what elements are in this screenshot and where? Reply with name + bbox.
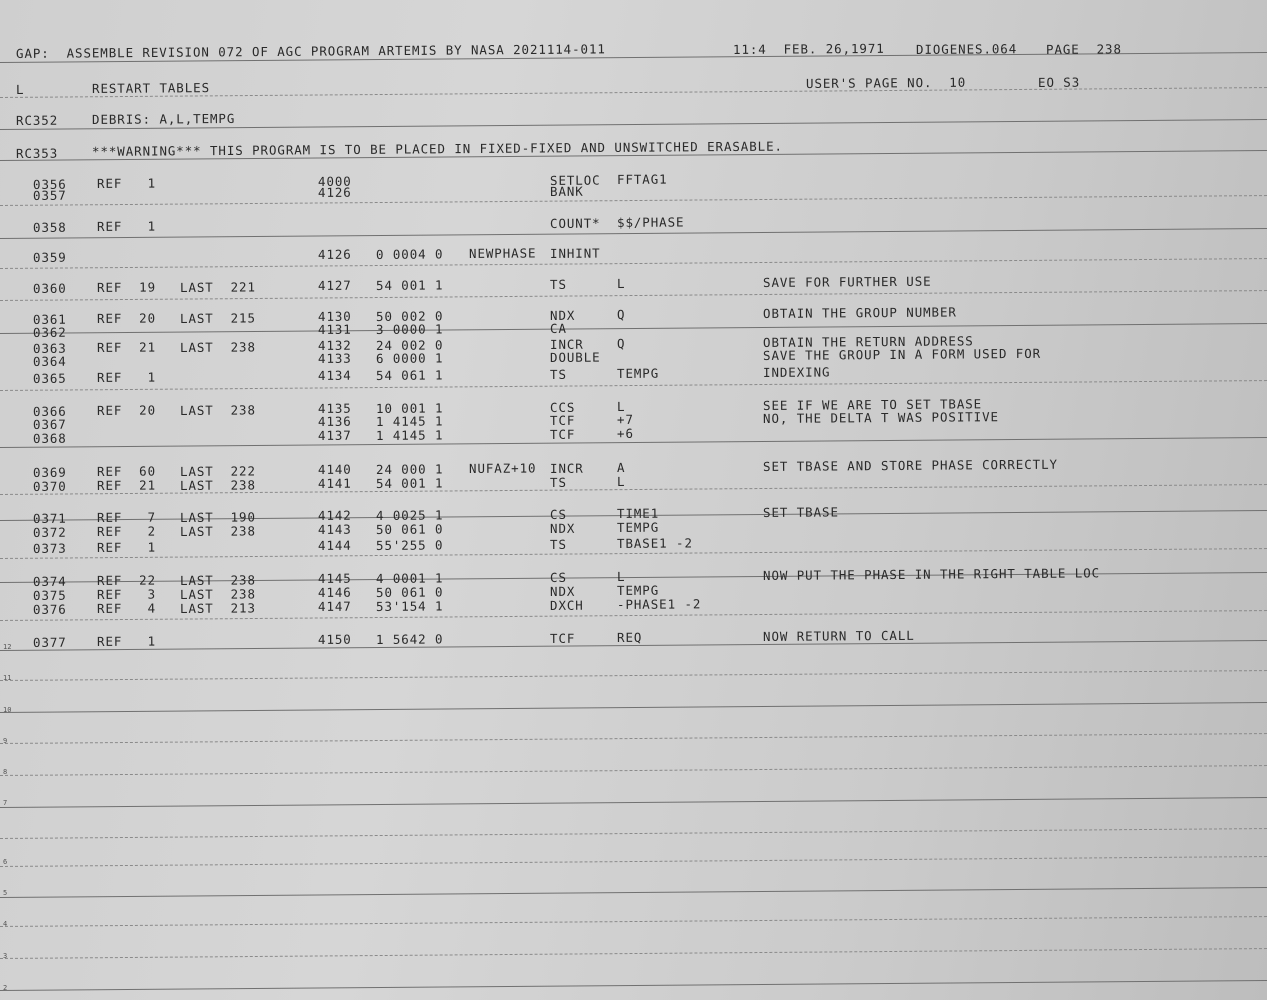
listing-ref: REF 1 <box>96 175 157 191</box>
rule-line <box>0 733 1267 744</box>
listing-no: 0362 <box>32 324 67 340</box>
listing-word: 50 061 0 <box>375 584 444 600</box>
listing-loc: 4130 <box>317 308 352 324</box>
listing-operand: L <box>616 568 626 584</box>
listing-comment: SEE IF WE ARE TO SET TBASE <box>762 396 983 413</box>
listing-operand: TBASE1 -2 <box>616 535 693 551</box>
rule-line <box>0 828 1267 839</box>
listing-operand: L <box>616 473 626 489</box>
rule-line <box>0 887 1267 898</box>
listing-loc: 4127 <box>317 277 352 293</box>
listing-ref: REF 2 <box>96 523 157 539</box>
rule-line <box>0 380 1267 391</box>
listing-comment: SET TBASE AND STORE PHASE CORRECTLY <box>762 456 1058 474</box>
listing-comment: NOW PUT THE PHASE IN THE RIGHT TABLE LOC <box>762 565 1101 583</box>
listing-word: 24 002 0 <box>375 337 444 353</box>
listing-op: DOUBLE <box>549 349 601 365</box>
listing-operand: +7 <box>616 411 634 427</box>
listing-last: LAST 222 <box>179 463 256 479</box>
listing-no: 0374 <box>32 573 67 589</box>
listing-loc: 4143 <box>317 521 352 537</box>
listing-op: BANK <box>549 183 584 199</box>
listing-word: 54 001 1 <box>375 277 444 293</box>
listing-op: CS <box>549 506 567 522</box>
listing-word: 54 061 1 <box>375 367 444 383</box>
listing-no: 0358 <box>32 219 67 235</box>
remark-ref: RC352 <box>15 112 59 128</box>
listing-op: TS <box>549 536 567 552</box>
listing-op: TS <box>549 276 567 292</box>
listing-last: LAST 215 <box>179 310 256 326</box>
listing-operand: Q <box>616 335 626 351</box>
listing-no: 0357 <box>32 187 67 203</box>
listing-no: 0365 <box>32 370 67 386</box>
listing-op: COUNT* <box>549 215 601 231</box>
listing-word: 50 061 0 <box>375 521 444 537</box>
listing-comment: INDEXING <box>762 364 831 380</box>
listing-ref: REF 1 <box>96 539 157 555</box>
eo-label: EO S3 <box>1037 74 1081 90</box>
listing-no: 0377 <box>32 634 67 650</box>
listing-no: 0372 <box>32 524 67 540</box>
listing-loc: 4141 <box>317 475 352 491</box>
listing-ref: REF 3 <box>96 586 157 602</box>
header-page-number: PAGE 238 <box>1045 41 1122 57</box>
listing-no: 0360 <box>32 280 67 296</box>
listing-op: SETLOC <box>549 172 601 188</box>
header-line: GAP: ASSEMBLE REVISION 072 OF AGC PROGRAM ARTEMIS BY NASA 2021114-011 <box>15 41 606 61</box>
listing-loc: 4136 <box>317 413 352 429</box>
listing-loc: 4147 <box>317 598 352 614</box>
listing-comment: OBTAIN THE RETURN ADDRESS <box>762 333 974 350</box>
margin-number: 10 <box>3 706 12 714</box>
listing-ref: REF 1 <box>96 369 157 385</box>
listing-op: INCR <box>549 336 584 352</box>
rule-line <box>0 702 1267 713</box>
listing-comment: OBTAIN THE GROUP NUMBER <box>762 304 957 321</box>
margin-number: 12 <box>3 643 12 651</box>
listing-no: 0364 <box>32 353 67 369</box>
listing-no: 0376 <box>32 601 67 617</box>
listing-ref: REF 21 <box>96 339 157 355</box>
listing-loc: 4145 <box>317 570 352 586</box>
rule-line <box>0 258 1267 269</box>
listing-label: NUFAZ+10 <box>468 460 537 476</box>
listing-operand: TEMPG <box>616 519 660 535</box>
listing-comment: NO, THE DELTA T WAS POSITIVE <box>762 409 999 426</box>
margin-number: 9 <box>3 737 8 745</box>
listing-ref: REF 7 <box>96 509 157 525</box>
listing-op: TS <box>549 474 567 490</box>
listing-no: 0375 <box>32 587 67 603</box>
listing-operand: TEMPG <box>616 365 660 381</box>
listing-op: TCF <box>549 426 576 442</box>
rule-line <box>0 797 1267 808</box>
listing-word: 54 001 1 <box>375 475 444 491</box>
listing-loc: 4137 <box>317 427 352 443</box>
listing-loc: 4126 <box>317 246 352 262</box>
listing-comment: NOW RETURN TO CALL <box>762 627 915 644</box>
listing-op: TS <box>549 366 567 382</box>
listing-ref: REF 1 <box>96 633 157 649</box>
listing-loc: 4132 <box>317 337 352 353</box>
listing-no: 0367 <box>32 416 67 432</box>
listing-operand: -PHASE1 -2 <box>616 596 702 612</box>
margin-number: 11 <box>3 674 12 682</box>
margin-number: 4 <box>3 920 8 928</box>
listing-ref: REF 1 <box>96 218 157 234</box>
listing-operand: L <box>616 398 626 414</box>
listing-operand: Q <box>616 306 626 322</box>
listing-op: NDX <box>549 520 576 536</box>
listing-ref: REF 21 <box>96 477 157 493</box>
listing-label: NEWPHASE <box>468 245 537 261</box>
listing-no: 0370 <box>32 478 67 494</box>
margin-number: 5 <box>3 889 8 897</box>
listing-no: 0371 <box>32 510 67 526</box>
listing-operand: FFTAG1 <box>616 171 668 187</box>
listing-word: 1 5642 0 <box>375 631 444 647</box>
rule-line <box>0 195 1267 206</box>
listing-comment: SAVE FOR FURTHER USE <box>762 273 932 290</box>
listing-last: LAST 221 <box>179 279 256 295</box>
listing-ref: REF 20 <box>96 402 157 418</box>
listing-word: 0 0004 0 <box>375 246 444 262</box>
margin-number: 3 <box>3 952 8 960</box>
listing-op: CCS <box>549 399 576 415</box>
margin-number: 7 <box>3 799 8 807</box>
listing-operand: L <box>616 275 626 291</box>
listing-comment: SAVE THE GROUP IN A FORM USED FOR <box>762 345 1042 363</box>
listing-op: INCR <box>549 460 584 476</box>
listing-no: 0363 <box>32 340 67 356</box>
rule-line <box>0 856 1267 867</box>
listing-operand: REQ <box>616 629 643 645</box>
listing-loc: 4140 <box>317 461 352 477</box>
margin-number: 6 <box>3 858 8 866</box>
listing-word: 50 002 0 <box>375 308 444 324</box>
listing-word: 53'154 1 <box>375 598 444 614</box>
listing-last: LAST 238 <box>179 523 256 539</box>
listing-no: 0368 <box>32 430 67 446</box>
listing-op: TCF <box>549 412 576 428</box>
rule-line <box>0 916 1267 927</box>
rule-line <box>0 670 1267 681</box>
listing-op: INHINT <box>549 245 601 261</box>
listing-loc: 4144 <box>317 537 352 553</box>
rule-line <box>0 980 1267 991</box>
margin-number: 8 <box>3 768 8 776</box>
rule-line <box>0 948 1267 959</box>
listing-word: 1 4145 1 <box>375 427 444 443</box>
listing-word: 6 0000 1 <box>375 350 444 366</box>
header-time-date: 11:4 FEB. 26,1971 <box>732 40 885 57</box>
listing-op: CA <box>549 320 567 336</box>
listing-last: LAST 238 <box>179 477 256 493</box>
listing-loc: 4133 <box>317 350 352 366</box>
listing-word: 55'255 0 <box>375 537 444 553</box>
listing-op: DXCH <box>549 597 584 613</box>
users-page-number: USER'S PAGE NO. 10 <box>805 74 967 91</box>
listing-loc: 4134 <box>317 367 352 383</box>
listing-op: NDX <box>549 583 576 599</box>
listing-ref: REF 20 <box>96 310 157 326</box>
listing-loc: 4000 <box>317 173 352 189</box>
section-code: L <box>15 81 25 97</box>
listing-operand: A <box>616 459 626 475</box>
listing-no: 0369 <box>32 464 67 480</box>
listing-last: LAST 238 <box>179 402 256 418</box>
remark-text: DEBRIS: A,L,TEMPG <box>91 110 236 127</box>
listing-word: 4 0001 1 <box>375 570 444 586</box>
listing-op: NDX <box>549 307 576 323</box>
listing-no: 0373 <box>32 540 67 556</box>
listing-no: 0359 <box>32 249 67 265</box>
listing-ref: REF 22 <box>96 572 157 588</box>
listing-loc: 4150 <box>317 631 352 647</box>
listing-comment: SET TBASE <box>762 504 839 520</box>
listing-last: LAST 238 <box>179 586 256 602</box>
listing-loc: 4126 <box>317 184 352 200</box>
listing-no: 0366 <box>32 403 67 419</box>
remark-ref: RC353 <box>15 145 59 161</box>
listing-word: 24 000 1 <box>375 461 444 477</box>
listing-loc: 4146 <box>317 584 352 600</box>
listing-loc: 4135 <box>317 400 352 416</box>
listing-last: LAST 238 <box>179 572 256 588</box>
header-machine: DIOGENES.064 <box>915 41 1018 57</box>
listing-word: 4 0025 1 <box>375 507 444 523</box>
margin-number: 2 <box>3 984 8 992</box>
listing-operand: +6 <box>616 425 634 441</box>
listing-word: 10 001 1 <box>375 400 444 416</box>
listing-word: 3 0000 1 <box>375 321 444 337</box>
listing-no: 0361 <box>32 311 67 327</box>
listing-operand: $$/PHASE <box>616 214 685 230</box>
listing-last: LAST 213 <box>179 600 256 616</box>
listing-ref: REF 60 <box>96 463 157 479</box>
section-title: RESTART TABLES <box>91 80 211 96</box>
listing-operand: TIME1 <box>616 505 660 521</box>
listing-last: LAST 190 <box>179 509 256 525</box>
listing-word: 1 4145 1 <box>375 413 444 429</box>
listing-operand: TEMPG <box>616 582 660 598</box>
remark-text: ***WARNING*** THIS PROGRAM IS TO BE PLACED IN FIXED-FIXED AND UNSWITCHED ERASABLE. <box>91 138 783 159</box>
listing-ref: REF 19 <box>96 279 157 295</box>
listing-no: 0356 <box>32 176 67 192</box>
listing-loc: 4131 <box>317 321 352 337</box>
listing-op: CS <box>549 569 567 585</box>
listing-loc: 4142 <box>317 507 352 523</box>
listing-ref: REF 4 <box>96 600 157 616</box>
rule-line <box>0 765 1267 776</box>
listing-op: TCF <box>549 630 576 646</box>
listing-last: LAST 238 <box>179 339 256 355</box>
